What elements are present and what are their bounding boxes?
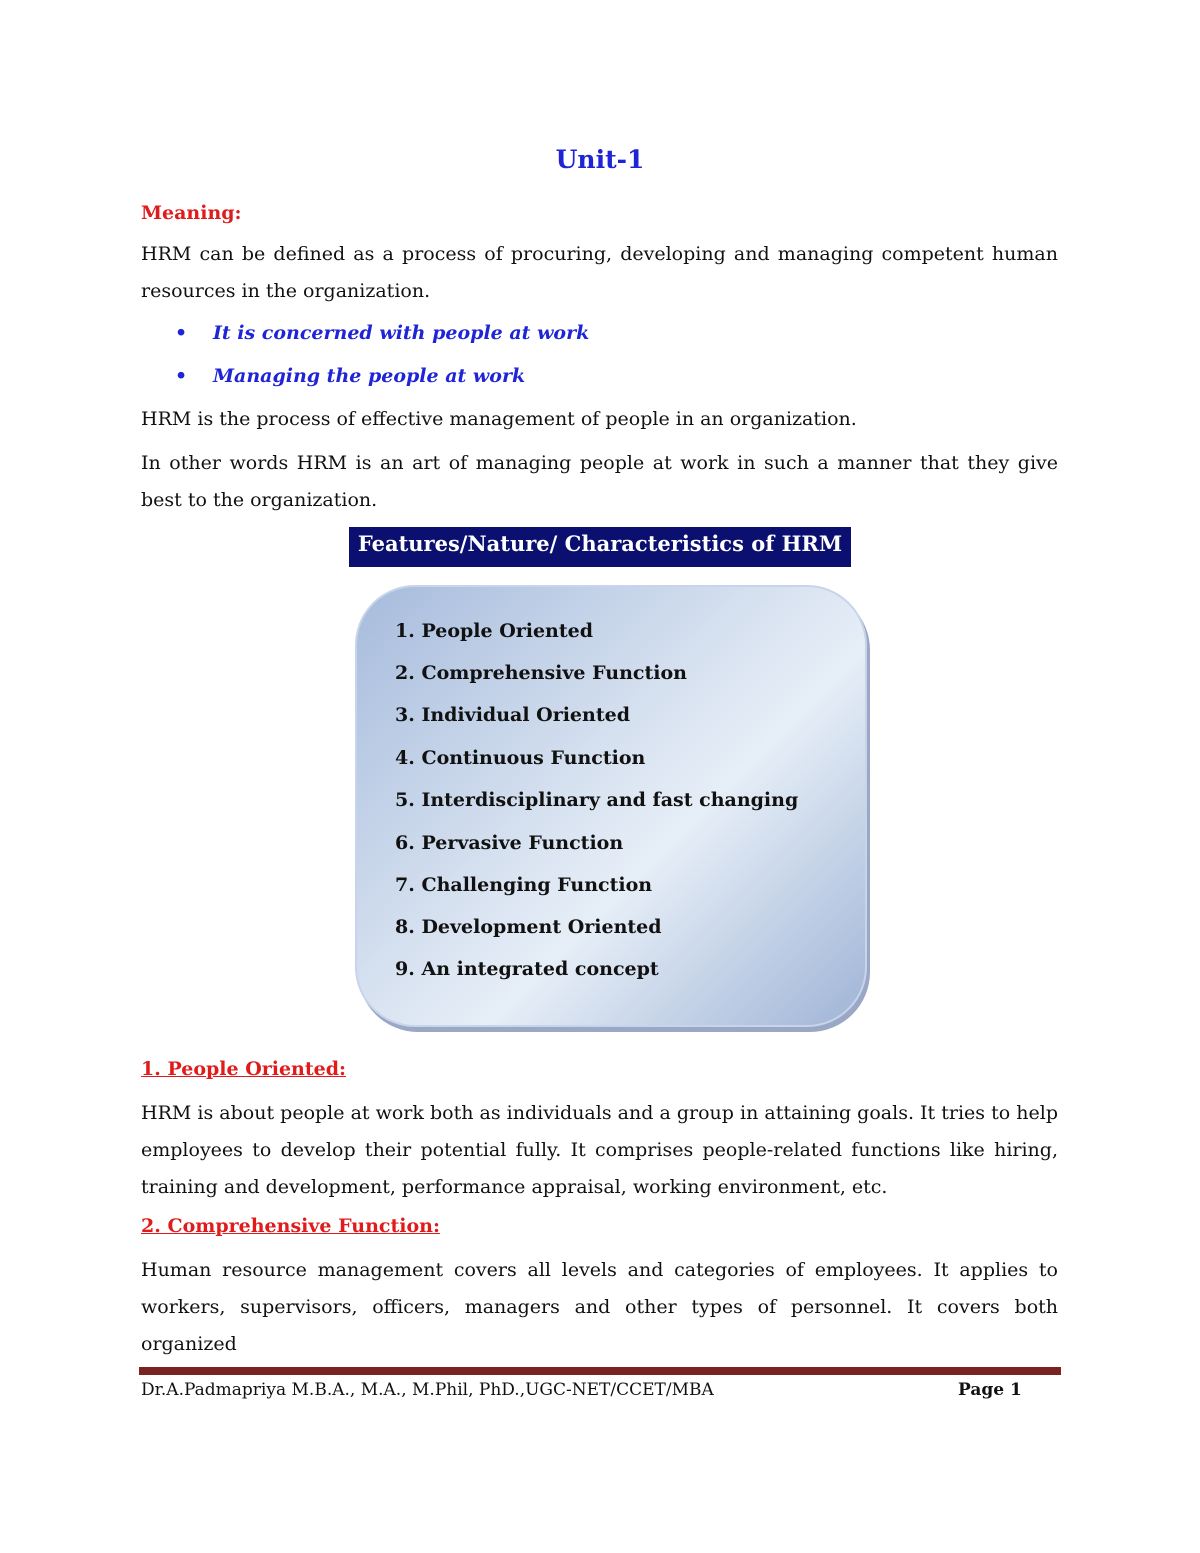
page-title: Unit-1 xyxy=(555,145,645,174)
feature-item: 6. Pervasive Function xyxy=(395,832,624,854)
bullet-item: • Managing the people at work xyxy=(175,365,526,387)
meaning-definition: HRM can be defined as a process of procuring, developing and managing competent human resources in the organization. xyxy=(141,243,1058,302)
bullet-icon: • xyxy=(175,365,188,387)
feature-item: 9. An integrated concept xyxy=(395,958,659,980)
feature-item: 5. Interdisciplinary and fast changing xyxy=(395,789,799,811)
section-comprehensive-text: Human resource management covers all levels and categories of employees. It applies to workers, supervisors, officers, managers and other types of personnel. It covers both organized xyxy=(141,1259,1058,1355)
section-comprehensive-heading: 2. Comprehensive Function: xyxy=(141,1215,440,1237)
meaning-heading: Meaning: xyxy=(141,202,242,224)
meaning-process-text: HRM is the process of effective management of people in an organization. xyxy=(141,408,857,430)
feature-item: 8. Development Oriented xyxy=(395,916,662,938)
feature-item: 4. Continuous Function xyxy=(395,747,646,769)
section-people-oriented-text: HRM is about people at work both as individuals and a group in attaining goals. It tries to help employees to develop their potential fully. It comprises people-related functions like hiring, training and development, performance appraisal, working environment, etc. xyxy=(141,1102,1058,1198)
footer-author: Dr.A.Padmapriya M.B.A., M.A., M.Phil, PhD.,UGC-NET/CCET/MBA xyxy=(141,1380,714,1400)
feature-item: 7. Challenging Function xyxy=(395,874,653,896)
section-people-oriented-heading: 1. People Oriented: xyxy=(141,1058,347,1080)
page-number: Page 1 xyxy=(958,1380,1022,1400)
bullet-item: • It is concerned with people at work xyxy=(175,322,590,344)
bullet-icon: • xyxy=(175,322,188,344)
feature-item: 1. People Oriented xyxy=(395,620,594,642)
feature-item: 3. Individual Oriented xyxy=(395,704,630,726)
meaning-other-words: In other words HRM is an art of managing people at work in such a manner that they give best to the organization. xyxy=(141,452,1058,511)
footer-divider xyxy=(139,1367,1061,1375)
features-banner: Features/Nature/ Characteristics of HRM xyxy=(349,527,851,567)
feature-item: 2. Comprehensive Function xyxy=(395,662,687,684)
